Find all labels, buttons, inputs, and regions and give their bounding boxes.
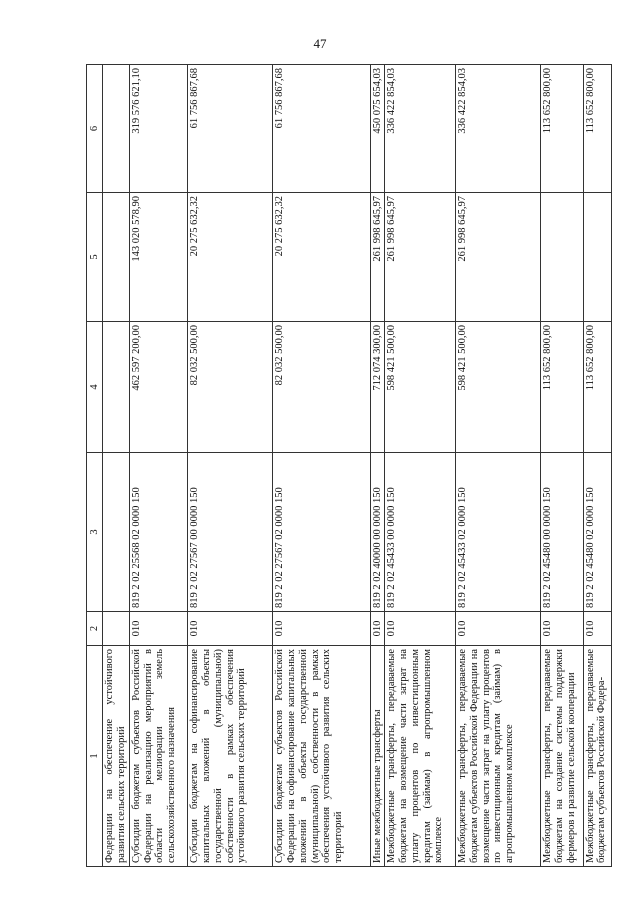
row-value-6: 319 576 621,10 bbox=[129, 65, 188, 193]
row-kbk: 819 2 02 25568 02 0000 150 bbox=[129, 453, 188, 612]
row-value-5 bbox=[103, 193, 130, 322]
row-value-4: 598 421 500,00 bbox=[385, 322, 456, 453]
row-code: 010 bbox=[273, 612, 370, 646]
budget-table bbox=[86, 64, 612, 867]
row-value-6: 336 422 854,03 bbox=[456, 65, 541, 193]
row-value-5: 143 020 578,90 bbox=[129, 193, 188, 322]
row-value-5: 261 998 645,97 bbox=[456, 193, 541, 322]
row-value-5: 20 275 632,32 bbox=[273, 193, 370, 322]
col-header: 6 bbox=[87, 65, 103, 193]
row-code: 010 bbox=[541, 612, 583, 646]
row-value-5 bbox=[583, 193, 611, 322]
row-value-4: 82 032 500,00 bbox=[188, 322, 273, 453]
row-code: 010 bbox=[385, 612, 456, 646]
row-kbk: 819 2 02 45433 02 0000 150 bbox=[456, 453, 541, 612]
table-row bbox=[541, 65, 583, 867]
row-kbk: 819 2 02 45480 00 0000 150 bbox=[541, 453, 583, 612]
table-row bbox=[456, 65, 541, 867]
row-value-5: 261 998 645,97 bbox=[370, 193, 385, 322]
row-name: Межбюджетные трансферты, передаваемые бюджетам субъектов Российской Федерации на возмещение части затрат на уплату процентов по инвестиционным кредитам (займам) в агропромышленном комплексе bbox=[456, 646, 541, 867]
row-value-6: 450 075 654,03 bbox=[370, 65, 385, 193]
rotated-table-stage bbox=[86, 65, 612, 867]
header-row bbox=[87, 65, 103, 867]
row-kbk bbox=[103, 453, 130, 612]
row-name: Субсидии бюджетам субъектов Российской Федерации на софинансирование капитальных вложений в объекты государственной (муниципальной) собственности в рамках обеспечения устойчивого развития сельских территорий bbox=[273, 646, 370, 867]
row-name: Федерации на обеспечение устойчивого развития сельских территорий bbox=[103, 646, 130, 867]
row-value-6: 113 652 800,00 bbox=[583, 65, 611, 193]
row-value-4: 82 032 500,00 bbox=[273, 322, 370, 453]
row-value-6: 61 756 867,68 bbox=[273, 65, 370, 193]
row-value-4: 113 652 800,00 bbox=[583, 322, 611, 453]
row-value-4: 712 074 300,00 bbox=[370, 322, 385, 453]
table-row bbox=[370, 65, 385, 867]
page-number: 47 bbox=[313, 36, 327, 51]
row-code: 010 bbox=[583, 612, 611, 646]
col-header: 5 bbox=[87, 193, 103, 322]
row-value-6: 113 652 800,00 bbox=[541, 65, 583, 193]
row-value-4: 462 597 200,00 bbox=[129, 322, 188, 453]
row-value-4 bbox=[103, 322, 130, 453]
row-name: Иные межбюджетные трансферты bbox=[370, 646, 385, 867]
table-row bbox=[188, 65, 273, 867]
col-header: 2 bbox=[87, 612, 103, 646]
row-code: 010 bbox=[456, 612, 541, 646]
row-value-4: 113 652 800,00 bbox=[541, 322, 583, 453]
table-row bbox=[129, 65, 188, 867]
row-name: Межбюджетные трансферты, передаваемые бюджетам субъектов Российской Федера- bbox=[583, 646, 611, 867]
row-name: Субсидии бюджетам субъектов Российской Федерации на реализацию мероприятий в области мелиорации земель сельскохозяйственного назначения bbox=[129, 646, 188, 867]
row-code: 010 bbox=[129, 612, 188, 646]
row-value-5: 261 998 645,97 bbox=[385, 193, 456, 322]
table-row bbox=[583, 65, 611, 867]
row-code: 010 bbox=[188, 612, 273, 646]
row-kbk: 819 2 02 27567 02 0000 150 bbox=[273, 453, 370, 612]
row-kbk: 819 2 02 45433 00 0000 150 bbox=[385, 453, 456, 612]
row-kbk: 819 2 02 40000 00 0000 150 bbox=[370, 453, 385, 612]
col-header: 4 bbox=[87, 322, 103, 453]
table-row bbox=[273, 65, 370, 867]
row-name: Субсидии бюджетам на софинансирование капитальных вложений в объекты государственной (муниципальной) собственности в рамках обеспечения устойчивого развития сельских территорий bbox=[188, 646, 273, 867]
table-row bbox=[103, 65, 130, 867]
row-value-6 bbox=[103, 65, 130, 193]
row-value-6: 336 422 854,03 bbox=[385, 65, 456, 193]
col-header: 1 bbox=[87, 646, 103, 867]
row-name: Межбюджетные трансферты, передаваемые бюджетам на возмещение части затрат на уплату процентов по инвестиционным кредитам (займам) в агропромышленном комплексе bbox=[385, 646, 456, 867]
row-code bbox=[103, 612, 130, 646]
row-value-5 bbox=[541, 193, 583, 322]
table-row bbox=[385, 65, 456, 867]
row-kbk: 819 2 02 27567 00 0000 150 bbox=[188, 453, 273, 612]
row-kbk: 819 2 02 45480 02 0000 150 bbox=[583, 453, 611, 612]
row-value-4: 598 421 500,00 bbox=[456, 322, 541, 453]
row-value-5: 20 275 632,32 bbox=[188, 193, 273, 322]
row-name: Межбюджетные трансферты, передаваемые бюджетам на создание системы поддержки фермеров и развитие сельской кооперации bbox=[541, 646, 583, 867]
row-value-6: 61 756 867,68 bbox=[188, 65, 273, 193]
col-header: 3 bbox=[87, 453, 103, 612]
row-code: 010 bbox=[370, 612, 385, 646]
